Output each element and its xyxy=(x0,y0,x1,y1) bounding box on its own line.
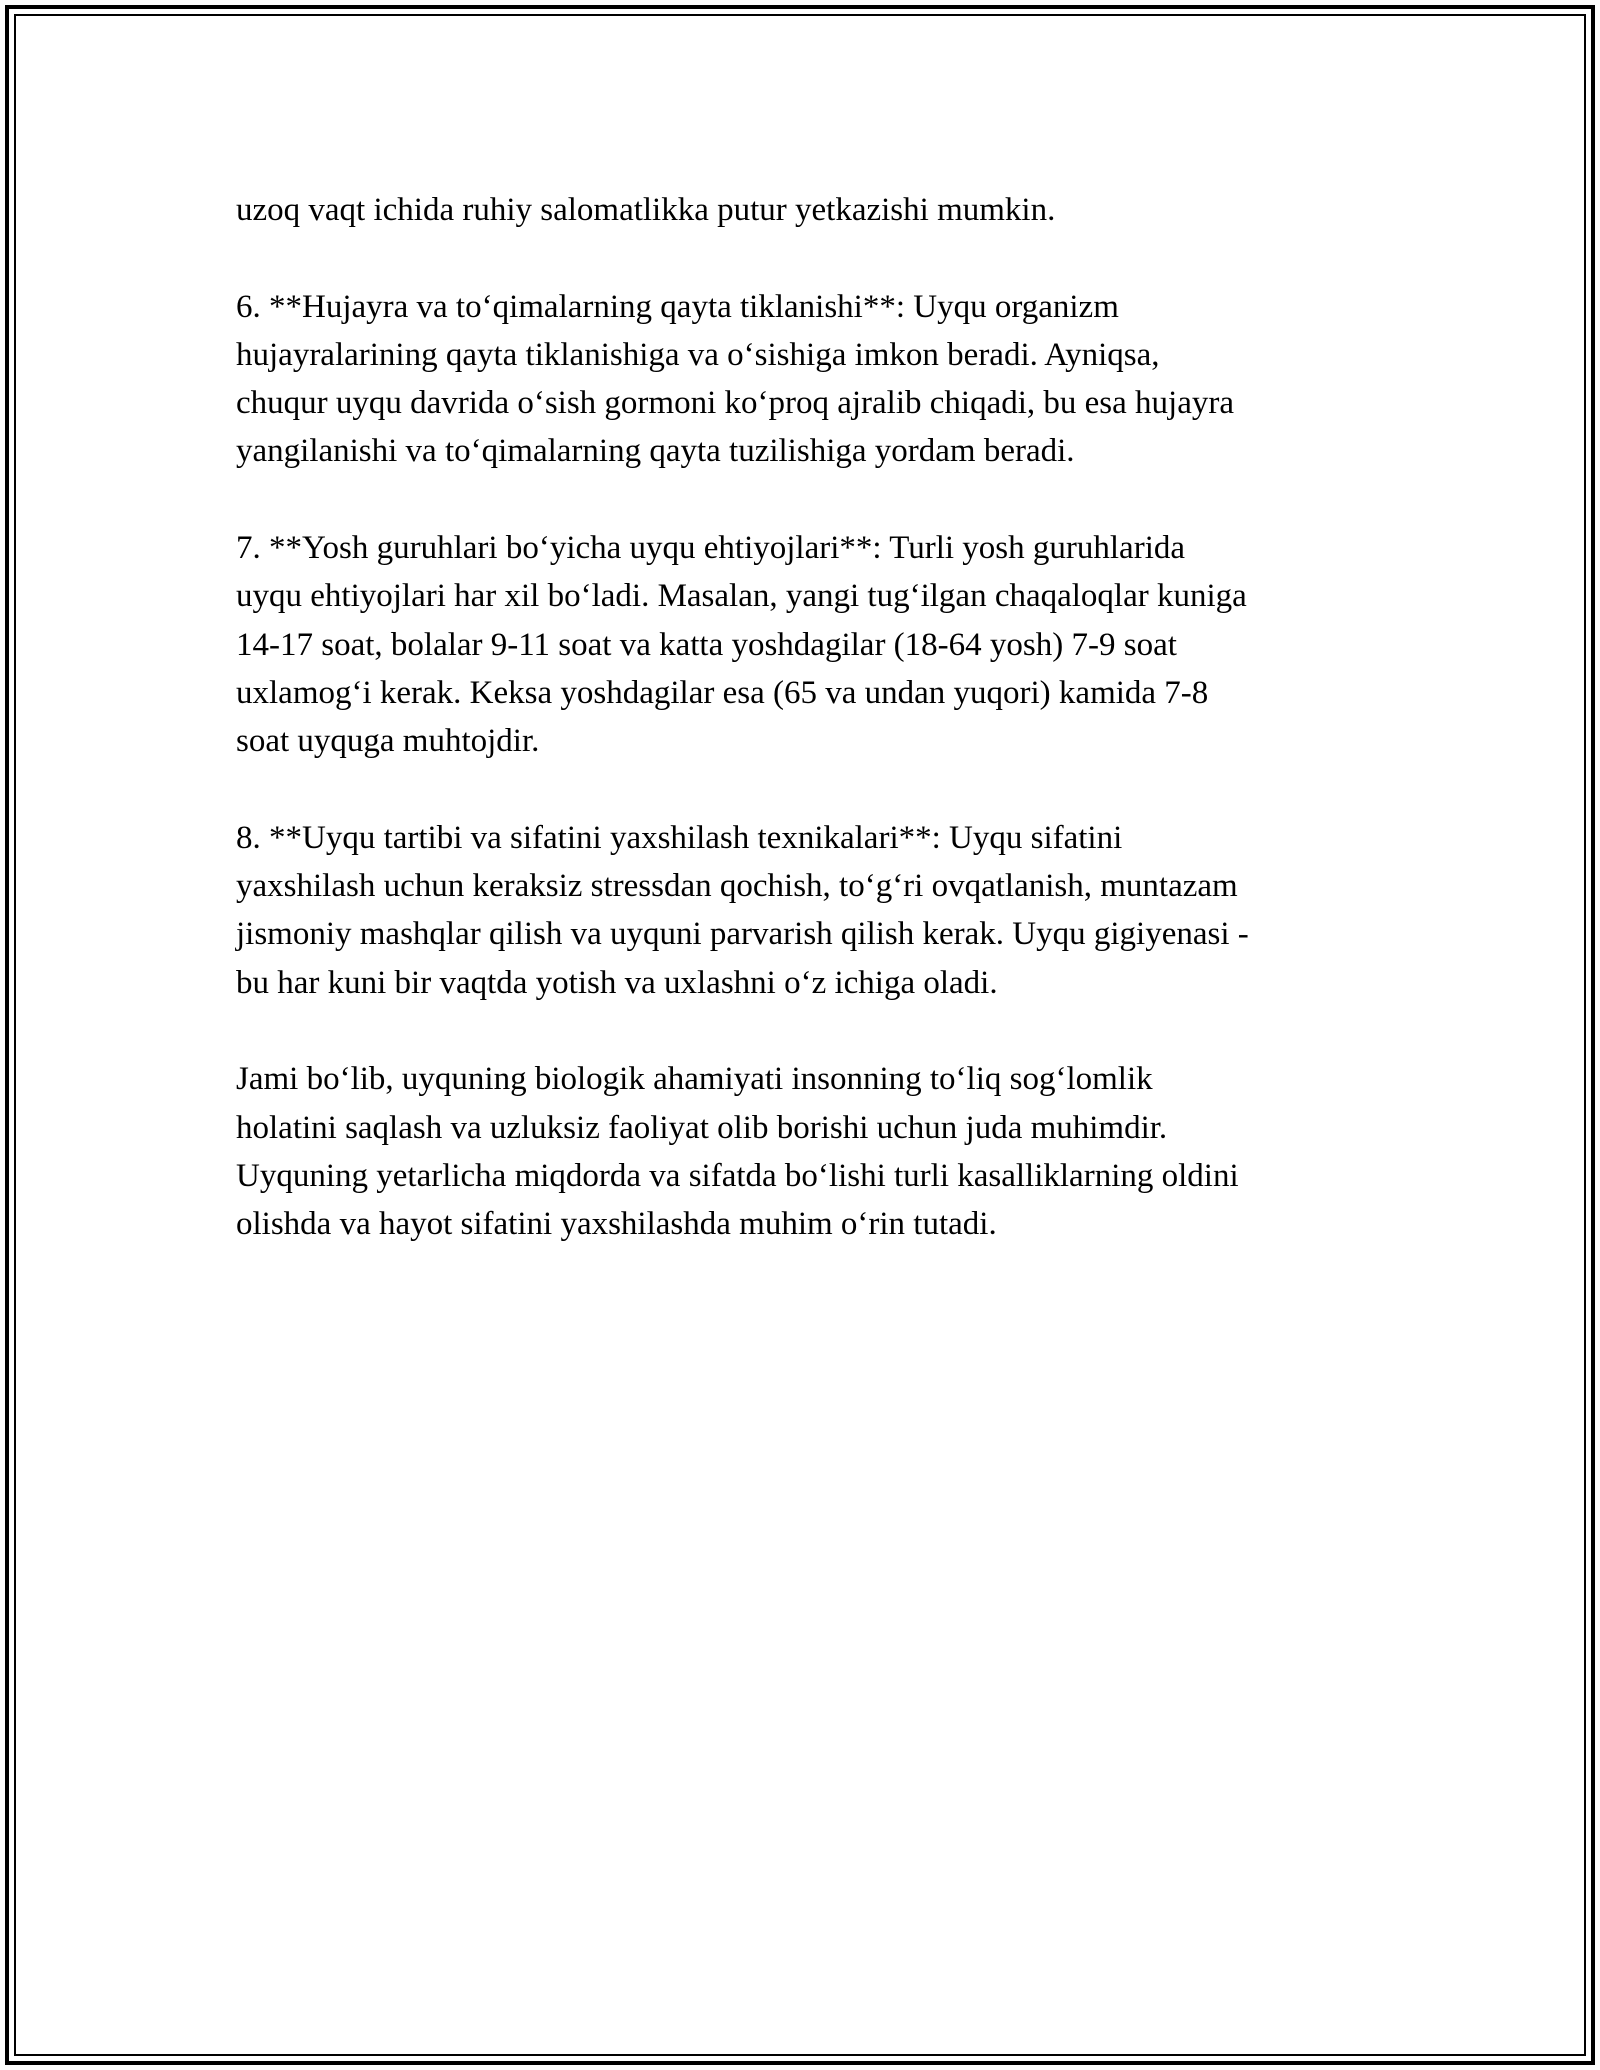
paragraph-age-group-needs: 7. **Yosh guruhlari bo‘yicha uyqu ehtiyojlari**: Turli yosh guruhlarida uyqu ehtiyojlari har xil bo‘ladi. Masalan, yangi tug‘ilgan chaqaloqlar kuniga 14-17 soat, bolalar 9-11 soat va katta yoshdagilar (18-64 yosh) 7-9 soat uxlamog‘i kerak. Keksa yoshdagilar esa (65 va undan yuqori) kamida 7-8 soat uyquga muhtojdir. xyxy=(236,530,1247,760)
paragraph-sleep-techniques: 8. **Uyqu tartibi va sifatini yaxshilash texnikalari**: Uyqu sifatini yaxshilash uchun keraksiz stressdan qochish, to‘g‘ri ovqatlanish, muntazam jismoniy mashqlar qilish va uyquni parvarish qilish kerak. Uyqu gigiyenasi - bu har kuni bir vaqtda yotish va uxlashni o‘z ichiga oladi. xyxy=(236,819,1249,1001)
paragraph-cell-regeneration: 6. **Hujayra va to‘qimalarning qayta tiklanishi**: Uyqu organizm hujayralarining qayta tiklanishiga va o‘sishiga imkon beradi. Ayniqsa, chuqur uyqu davrida o‘sish gormoni ko‘proq ajralib chiqadi, bu esa hujayra yangilanishi va to‘qimalarning qayta tuzilishiga yordam beradi. xyxy=(236,288,1234,470)
paragraph-conclusion: Jami bo‘lib, uyquning biologik ahamiyati insonning to‘liq sog‘lomlik holatini saqlash va uzluksiz faoliyat olib borishi uchun juda muhimdir. Uyquning yetarlicha miqdorda va sifatda bo‘lishi turli kasalliklarning oldini olishda va hayot sifatini yaxshilashda muhim o‘rin tutadi. xyxy=(236,1061,1239,1243)
paragraph-continuation: uzoq vaqt ichida ruhiy salomatlikka putur yetkazishi mumkin. xyxy=(236,192,1056,228)
document-body xyxy=(236,186,1371,1297)
